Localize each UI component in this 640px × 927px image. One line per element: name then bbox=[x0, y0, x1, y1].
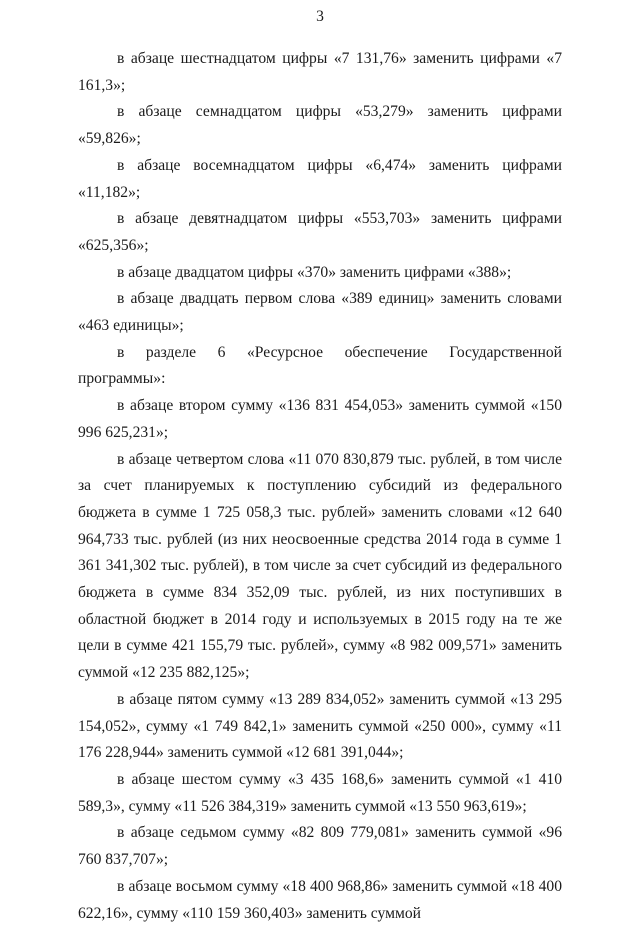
paragraph-abzac-16: в абзаце шестнадцатом цифры «7 131,76» заменить цифрами «7 161,3»; bbox=[78, 50, 562, 94]
page-number: 3 bbox=[316, 8, 324, 25]
paragraph-abzac-7: в абзаце седьмом сумму «82 809 779,081» заменить суммой «96 760 837,707»; bbox=[78, 824, 562, 869]
paragraph-abzac-4: в абзаце четвертом слова «11 070 830,879 тыс. рублей, в том числе за счет планируемых к поступлению субсидий из федерального бюджета в сумме 1 725 058,3 тыс. рублей» заменить словами «12 640 964,733 тыс. рублей (из них неосвоенные средства 2014 года в сумме 1 361 341,302 тыс. рублей), в том числе за счет субсидий из федерального бюджета в сумме 834 352,09 тыс. рублей, из них поступивших в областной бюджет в 2014 году и используемых в 2015 году на те же цели в сумме 421 155,79 тыс. рублей», сумму «8 982 009,571» заменить суммой «12 235 882,125»; bbox=[78, 450, 562, 682]
paragraph-abzac-21: в абзаце двадцать первом слова «389 единиц» заменить словами «463 единицы»; bbox=[78, 290, 562, 335]
paragraph-abzac-2: в абзаце втором сумму «136 831 454,053» заменить суммой «150 996 625,231»; bbox=[78, 397, 562, 441]
paragraph-abzac-8: в абзаце восьмом сумму «18 400 968,86» заменить суммой «18 400 622,16», сумму «110 159 360,403» заменить суммой bbox=[78, 877, 562, 922]
paragraph-abzac-5: в абзаце пятом сумму «13 289 834,052» заменить суммой «13 295 154,052», сумму «1 749 842,1» заменить суммой «250 000», сумму «11 176 228,944» заменить суммой «12 681 391,044»; bbox=[78, 690, 562, 762]
paragraph-abzac-19: в абзаце девятнадцатом цифры «553,703» заменить цифрами «625,356»; bbox=[78, 210, 562, 254]
paragraph-abzac-17: в абзаце семнадцатом цифры «53,279» заменить цифрами «59,826»; bbox=[78, 103, 562, 148]
document-body bbox=[78, 46, 562, 927]
paragraph-abzac-18: в абзаце восемнадцатом цифры «6,474» заменить цифрами «11,182»; bbox=[78, 156, 562, 201]
paragraph-section-6: в разделе 6 «Ресурсное обеспечение Государственной программы»: bbox=[78, 343, 562, 388]
paragraph-abzac-20: в абзаце двадцатом цифры «370» заменить цифрами «388»; bbox=[117, 263, 512, 281]
paragraph-abzac-6: в абзаце шестом сумму «3 435 168,6» заменить суммой «1 410 589,3», сумму «11 526 384,319» заменить суммой «13 550 963,619»; bbox=[78, 770, 562, 815]
